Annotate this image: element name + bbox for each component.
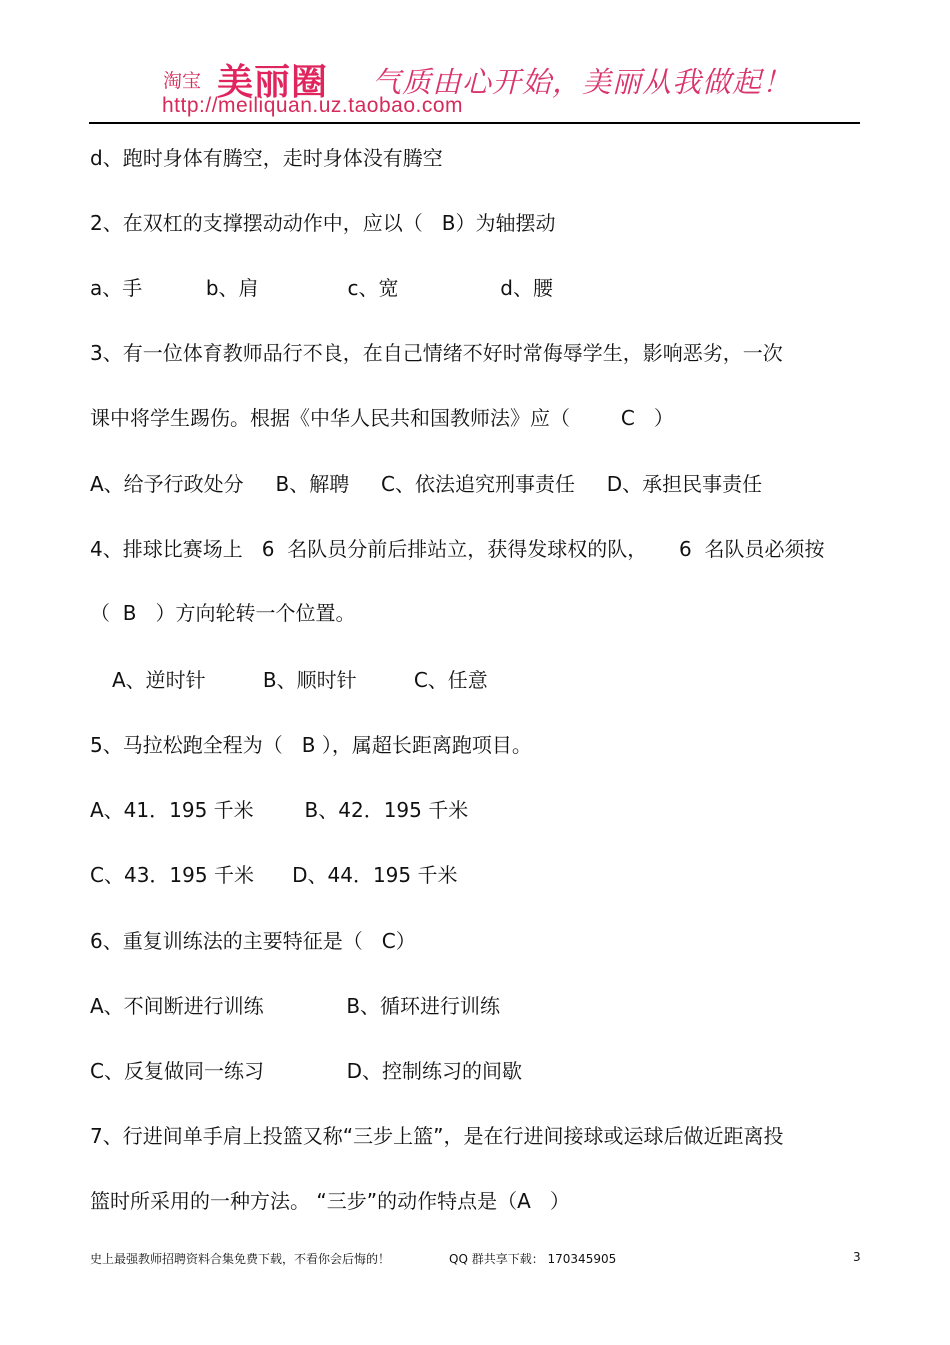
text-line: A、41．195 千米 B、42．195 千米 <box>90 798 469 822</box>
header-slogan: 气质由心开始，美丽从我做起！ <box>372 65 793 99</box>
text-line: 课中将学生踢伤。根据《中华人民共和国教师法》应（ C ） <box>90 406 674 430</box>
text-line: C、43．195 千米 D、44．195 千米 <box>90 863 458 887</box>
shop-name-logo: 美丽圈 <box>217 61 329 103</box>
text-line: 2、在双杠的支撑摆动动作中，应以（ B）为轴摆动 <box>90 211 556 235</box>
page-number: 3 <box>853 1250 861 1264</box>
text-line: 3、有一位体育教师品行不良，在自己情绪不好时常侮辱学生，影响恶劣，一次 <box>90 341 783 365</box>
header-url: http://meiliquan.uz.taobao.com <box>162 94 464 117</box>
text-line: A、逆时针 B、顺时针 C、任意 <box>112 668 488 692</box>
text-line: 篮时所采用的一种方法。 “三步”的动作特点是（A ） <box>90 1189 570 1213</box>
footer-note: 史上最强教师招聘资料合集免费下载，不看你会后悔的！ <box>90 1252 391 1266</box>
text-line: C、反复做同一练习 D、控制练习的间歇 <box>90 1059 523 1083</box>
text-line: a、手 b、肩 c、宽 d、腰 <box>90 276 553 300</box>
text-line: 5、马拉松跑全程为（ B ），属超长距离跑项目。 <box>90 733 532 757</box>
shop-small-label: 淘宝 <box>163 70 202 92</box>
text-line: 4、排球比赛场上 6 名队员分前后排站立，获得发球权的队， 6 名队员必须按 <box>90 537 825 561</box>
text-line: A、不间断进行训练 B、循环进行训练 <box>90 994 501 1018</box>
footer-qq: QQ 群共享下载： 170345905 <box>449 1252 617 1266</box>
text-line: 6、重复训练法的主要特征是（ C） <box>90 929 416 953</box>
text-line: d、跑时身体有腾空，走时身体没有腾空 <box>90 146 443 170</box>
text-line: A、给予行政处分 B、解聘 C、依法追究刑事责任 D、承担民事责任 <box>90 472 763 496</box>
header-divider <box>89 122 860 124</box>
text-line: 7、行进间单手肩上投篮又称“三步上篮”，是在行进间接球或运球后做近距离投 <box>90 1124 784 1148</box>
page-header <box>0 0 950 126</box>
text-line: （ B ）方向轮转一个位置。 <box>90 601 356 625</box>
